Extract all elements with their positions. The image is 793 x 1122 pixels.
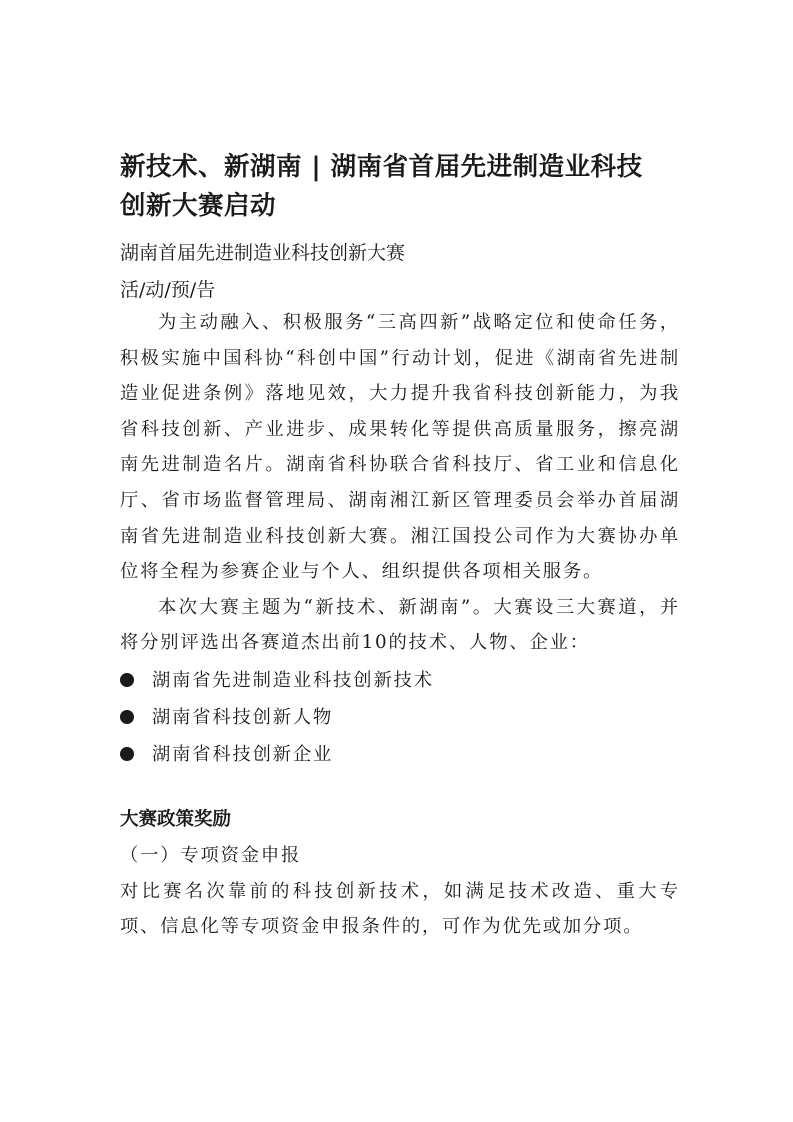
bullet-icon [120, 710, 134, 724]
bullet-icon [120, 673, 134, 687]
bullet-icon [120, 747, 134, 761]
title-line-1: 新技术、新湖南 | 湖南省首届先进制造业科技 [120, 152, 643, 182]
theme-paragraph: 本次大赛主题为“新技术、新湖南”。大赛设三大赛道，并将分别评选出各赛道杰出前10的技术、人物、企业： [120, 596, 680, 654]
list-item [120, 662, 680, 699]
item-text: 对比赛名次靠前的科技创新技术，如满足技术改造、重大专项、信息化等专项资金申报条件的，可作为优先或加分项。 [120, 880, 680, 938]
track-label: 湖南省先进制造业科技创新技术 [152, 669, 434, 691]
list-item [120, 699, 680, 736]
intro-paragraph: 为主动融入、积极服务“三高四新”战略定位和使命任务，积极实施中国科协“科创中国”行动计划，促进《湖南省先进制造业促进条例》落地见效，大力提升我省科技创新能力，为我省科技创新、产业进步、成果转化等提供高质量服务，擦亮湖南先进制造名片。湖南省科协联合省科技厅、省工业和信息化厅、省市场监督管理局、湖南湘江新区管理委员会举办首届湖南省先进制造业科技创新大赛。湘江国投公司作为大赛协办单位将全程为参赛企业与个人、组织提供各项相关服务。 [120, 312, 680, 583]
article [120, 148, 680, 945]
track-label: 湖南省科技创新企业 [152, 743, 334, 765]
list-item [120, 736, 680, 773]
track-list [120, 662, 680, 773]
item-title: （一）专项资金申报 [120, 844, 302, 866]
subtitle: 湖南首届先进制造业科技创新大赛 [120, 242, 406, 264]
track-label: 湖南省科技创新人物 [152, 706, 334, 728]
article-title [120, 148, 680, 226]
title-line-2: 创新大赛启动 [120, 191, 277, 221]
section-title: 大赛政策奖励 [120, 808, 232, 830]
event-preview-label: 活/动/预/告 [120, 279, 216, 301]
